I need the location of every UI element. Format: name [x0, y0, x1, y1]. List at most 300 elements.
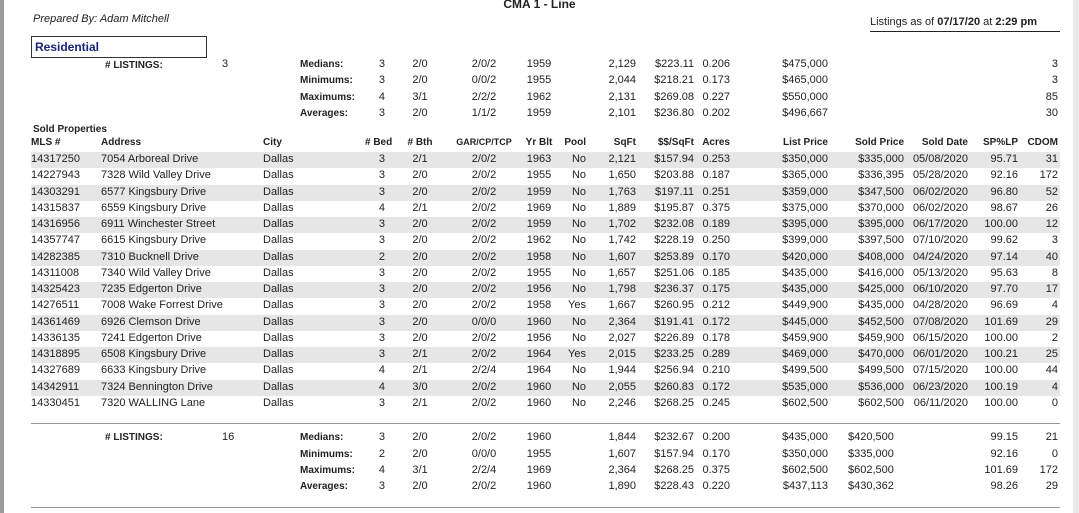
mls-cell: 14357747 — [31, 234, 80, 247]
bottom-summary-label: Maximums: — [300, 465, 356, 476]
yr-cell: 1956 — [526, 283, 552, 295]
mls-cell: 14325423 — [31, 283, 80, 295]
address-cell: 7054 Arboreal Drive — [101, 153, 199, 165]
bottom-summary-sqft: 2,364 — [608, 464, 636, 476]
bth-cell: 2/0 — [412, 283, 428, 295]
pool-cell: Yes — [568, 348, 586, 360]
list-cell: $420,000 — [782, 250, 828, 263]
cdom-cell: 2 — [1051, 331, 1058, 344]
top-summary-bth: 2/0 — [412, 74, 428, 86]
address-cell: 7008 Wake Forrest Drive — [101, 299, 223, 312]
acres-cell: 0.187 — [702, 169, 730, 182]
header-list: List Price — [782, 137, 828, 148]
sdate-cell: 07/15/2020 — [912, 364, 968, 377]
bottom-summary-cdom: 172 — [1039, 464, 1058, 476]
sold-cell: $602,500 — [858, 396, 904, 409]
sqft-cell: 2,364 — [608, 315, 636, 328]
bth-cell: 2/1 — [412, 201, 428, 214]
top-summary-yr: 1955 — [526, 74, 552, 86]
sqft-cell: 1,702 — [608, 218, 636, 230]
bottom-summary-gar: 2/0/2 — [471, 480, 497, 492]
bottom-summary-sold: $420,500 — [848, 431, 894, 443]
sqft-cell: 1,798 — [608, 283, 636, 295]
top-summary-cdom: 3 — [1051, 74, 1058, 86]
splp-cell: 95.63 — [990, 266, 1018, 279]
bottom-summary-splp: 98.26 — [990, 480, 1018, 492]
header-splp: SP%LP — [982, 137, 1018, 148]
bottom-summary-yr: 1960 — [526, 431, 552, 443]
splp-cell: 100.00 — [984, 396, 1018, 409]
splp-cell: 97.70 — [990, 283, 1018, 295]
sqft-cell: 1,889 — [608, 201, 636, 214]
header-city: City — [263, 137, 282, 148]
sdate-cell: 06/15/2020 — [912, 331, 968, 344]
header-sold: Sold Price — [855, 137, 904, 148]
bottom-summary-bed: 4 — [378, 464, 385, 476]
sold-cell: $536,000 — [858, 380, 904, 393]
cdom-cell: 25 — [1045, 348, 1058, 360]
bottom-summary-sold: $430,362 — [848, 480, 894, 492]
sdate-cell: 05/08/2020 — [912, 153, 968, 165]
yr-cell: 1955 — [526, 266, 552, 279]
mls-cell: 14227943 — [31, 169, 80, 182]
pool-cell: No — [571, 396, 586, 409]
cdom-cell: 4 — [1051, 299, 1058, 312]
prepared-by: Prepared By: Adam Mitchell — [33, 13, 169, 25]
sdate-cell: 07/10/2020 — [912, 234, 968, 247]
yr-cell: 1959 — [526, 218, 552, 230]
bottom-summary-sqft: 1,607 — [608, 448, 636, 460]
top-summary-sqft: 2,131 — [608, 91, 636, 103]
top-summary-bed: 3 — [378, 58, 385, 70]
bottom-summary-sold: $602,500 — [848, 464, 894, 476]
ppsf-cell: $226.89 — [654, 331, 694, 344]
city-cell: Dallas — [263, 380, 294, 393]
mls-cell: 14276511 — [31, 299, 80, 312]
listings-as-of-time: 2:29 pm — [995, 16, 1037, 28]
acres-cell: 0.250 — [702, 234, 730, 247]
acres-cell: 0.189 — [702, 218, 730, 230]
top-listings-count: 3 — [222, 58, 229, 70]
yr-cell: 1958 — [526, 250, 552, 263]
bottom-summary-acres: 0.170 — [702, 448, 730, 460]
acres-cell: 0.251 — [702, 185, 730, 198]
list-cell: $535,000 — [782, 380, 828, 393]
top-summary-acres: 0.206 — [702, 58, 730, 70]
bottom-summary-list: $350,000 — [782, 448, 828, 460]
bottom-summary-sqft: 1,890 — [608, 480, 636, 492]
bottom-summary-ppsf: $268.25 — [654, 464, 694, 476]
bth-cell: 2/0 — [412, 185, 428, 198]
top-summary-list: $550,000 — [782, 91, 828, 103]
city-cell: Dallas — [263, 299, 294, 312]
bottom-summary-label: Medians: — [300, 432, 344, 443]
sdate-cell: 06/01/2020 — [912, 348, 968, 360]
yr-cell: 1959 — [526, 185, 552, 198]
bottom-summary-bed: 2 — [378, 448, 385, 460]
bottom-summary-ppsf: $157.94 — [654, 448, 694, 460]
mls-cell: 14318895 — [31, 348, 80, 360]
city-cell: Dallas — [263, 153, 294, 165]
header-cdom: CDOM — [1027, 137, 1058, 148]
ppsf-cell: $251.06 — [654, 266, 694, 279]
cdom-cell: 26 — [1045, 201, 1058, 214]
sqft-cell: 1,607 — [608, 250, 636, 263]
city-cell: Dallas — [263, 250, 294, 263]
bottom-summary-cdom: 0 — [1051, 448, 1058, 460]
gar-cell: 2/0/2 — [471, 169, 497, 182]
mls-cell: 14342911 — [31, 380, 80, 393]
acres-cell: 0.253 — [702, 153, 730, 165]
header-bth: # Bth — [407, 137, 433, 148]
acres-cell: 0.210 — [702, 364, 730, 377]
sold-cell: $395,000 — [858, 218, 904, 230]
gar-cell: 2/0/2 — [471, 266, 497, 279]
address-cell: 6577 Kingsbury Drive — [101, 185, 207, 198]
pool-cell: No — [571, 315, 586, 328]
gar-cell: 2/0/2 — [471, 396, 497, 409]
bottom-summary-list: $435,000 — [782, 431, 828, 443]
yr-cell: 1962 — [526, 234, 552, 247]
mls-cell: 14361469 — [31, 315, 80, 328]
acres-cell: 0.245 — [702, 396, 730, 409]
bottom-summary-bth: 3/1 — [412, 464, 428, 476]
address-cell: 7340 Wild Valley Drive — [101, 266, 211, 279]
bed-cell: 3 — [378, 185, 385, 198]
top-summary-label: Averages: — [300, 108, 348, 119]
bottom-summary-cdom: 21 — [1045, 431, 1058, 443]
cdom-cell: 12 — [1045, 218, 1058, 230]
cdom-cell: 172 — [1039, 169, 1058, 182]
sold-cell: $435,000 — [858, 299, 904, 312]
bottom-summary-sold: $335,000 — [848, 448, 894, 460]
section-title: Sold Properties — [33, 124, 107, 135]
top-summary-sqft: 2,101 — [608, 107, 636, 119]
bth-cell: 2/0 — [412, 331, 428, 344]
sdate-cell: 06/10/2020 — [912, 283, 968, 295]
ppsf-cell: $233.25 — [654, 348, 694, 360]
top-summary-list: $475,000 — [782, 58, 828, 70]
sold-cell: $470,000 — [858, 348, 904, 360]
yr-cell: 1958 — [526, 299, 552, 312]
bed-cell: 3 — [378, 234, 385, 247]
pool-cell: No — [571, 380, 586, 393]
sold-cell: $347,500 — [858, 185, 904, 198]
acres-cell: 0.289 — [702, 348, 730, 360]
list-cell: $375,000 — [782, 201, 828, 214]
yr-cell: 1963 — [526, 153, 552, 165]
summary-separator — [31, 423, 1060, 424]
bottom-summary-acres: 0.220 — [702, 480, 730, 492]
header-address: Address — [101, 137, 142, 148]
bed-cell: 4 — [378, 380, 385, 393]
list-cell: $602,500 — [782, 396, 828, 409]
bottom-listings-count: 16 — [222, 431, 235, 443]
bed-cell: 3 — [378, 331, 385, 344]
header-ppsf: $$/SqFt — [657, 137, 694, 148]
ppsf-cell: $195.87 — [654, 201, 694, 214]
city-cell: Dallas — [263, 266, 294, 279]
bottom-summary-list: $437,113 — [782, 480, 828, 492]
bottom-summary-label: Minimums: — [300, 449, 353, 460]
bottom-summary-yr: 1960 — [526, 480, 552, 492]
ppsf-cell: $260.83 — [654, 380, 694, 393]
top-summary-gar: 2/0/2 — [471, 58, 497, 70]
splp-cell: 96.80 — [990, 185, 1018, 198]
list-cell: $359,000 — [782, 185, 828, 198]
gar-cell: 2/0/2 — [471, 348, 497, 360]
list-cell: $449,900 — [782, 299, 828, 312]
pool-cell: No — [571, 218, 586, 230]
bth-cell: 2/0 — [412, 250, 428, 263]
splp-cell: 101.69 — [984, 315, 1018, 328]
bth-cell: 2/0 — [412, 234, 428, 247]
sold-cell: $336,395 — [858, 169, 904, 182]
bed-cell: 3 — [378, 283, 385, 295]
pool-cell: No — [571, 185, 586, 198]
bth-cell: 3/0 — [412, 380, 428, 393]
gar-cell: 2/2/4 — [471, 364, 497, 377]
header-rule — [870, 31, 1060, 32]
top-summary-label: Maximums: — [300, 92, 356, 103]
mls-cell: 14282385 — [31, 250, 80, 263]
cdom-cell: 3 — [1051, 234, 1058, 247]
bth-cell: 2/0 — [412, 315, 428, 328]
window-left-edge — [0, 0, 4, 513]
sqft-cell: 2,246 — [608, 396, 636, 409]
bottom-summary-acres: 0.200 — [702, 431, 730, 443]
vertical-scrollbar[interactable] — [1073, 0, 1079, 513]
top-summary-ppsf: $223.11 — [655, 58, 694, 70]
top-summary-ppsf: $218.21 — [654, 74, 694, 86]
bed-cell: 3 — [378, 266, 385, 279]
bth-cell: 2/0 — [412, 218, 428, 230]
top-listings-label: # LISTINGS: — [105, 60, 163, 71]
gar-cell: 2/0/2 — [471, 331, 497, 344]
mls-cell: 14303291 — [31, 185, 80, 198]
bth-cell: 2/1 — [412, 153, 428, 165]
sqft-cell: 2,015 — [608, 348, 636, 360]
acres-cell: 0.212 — [702, 299, 730, 312]
list-cell: $399,000 — [782, 234, 828, 247]
yr-cell: 1964 — [526, 348, 552, 360]
top-summary-bed: 3 — [378, 74, 385, 86]
address-cell: 7241 Edgerton Drive — [101, 331, 202, 344]
sdate-cell: 04/24/2020 — [912, 250, 968, 263]
city-cell: Dallas — [263, 348, 294, 360]
gar-cell: 2/0/2 — [471, 201, 497, 214]
splp-cell: 100.21 — [984, 348, 1018, 360]
bottom-summary-ppsf: $228.43 — [654, 480, 694, 492]
city-cell: Dallas — [263, 234, 294, 247]
ppsf-cell: $268.25 — [654, 396, 694, 409]
list-cell: $350,000 — [782, 153, 828, 165]
cdom-cell: 31 — [1045, 153, 1058, 165]
gar-cell: 2/0/2 — [471, 185, 497, 198]
mls-cell: 14327689 — [31, 364, 80, 377]
bed-cell: 3 — [378, 299, 385, 312]
cdom-cell: 17 — [1045, 283, 1058, 295]
top-summary-cdom: 85 — [1045, 91, 1058, 103]
ppsf-cell: $256.94 — [654, 364, 694, 377]
pool-cell: No — [571, 169, 586, 182]
address-cell: 7310 Bucknell Drive — [101, 250, 199, 263]
top-summary-acres: 0.227 — [702, 91, 730, 103]
top-summary-acres: 0.173 — [702, 74, 730, 86]
top-summary-cdom: 3 — [1051, 58, 1058, 70]
header-sqft: SqFt — [613, 137, 636, 148]
bottom-summary-bed: 3 — [378, 431, 385, 443]
sdate-cell: 06/23/2020 — [912, 380, 968, 393]
bottom-summary-bth: 2/0 — [412, 480, 428, 492]
bth-cell: 2/1 — [412, 396, 428, 409]
city-cell: Dallas — [263, 185, 294, 198]
cdom-cell: 52 — [1045, 185, 1058, 198]
mls-cell: 14316956 — [31, 218, 80, 230]
pool-cell: No — [571, 153, 586, 165]
address-cell: 6633 Kingsbury Drive — [101, 364, 207, 377]
sold-cell: $425,000 — [858, 283, 904, 295]
address-cell: 6615 Kingsbury Drive — [101, 234, 207, 247]
bottom-summary-yr: 1955 — [526, 448, 552, 460]
acres-cell: 0.175 — [702, 283, 730, 295]
yr-cell: 1956 — [526, 331, 552, 344]
bottom-rule — [31, 507, 1060, 508]
list-cell: $435,000 — [782, 266, 828, 279]
gar-cell: 2/0/2 — [471, 380, 497, 393]
list-cell: $499,500 — [782, 364, 828, 377]
top-summary-list: $496,667 — [782, 107, 828, 119]
acres-cell: 0.172 — [702, 380, 730, 393]
top-summary-gar: 0/0/2 — [471, 74, 497, 86]
splp-cell: 92.16 — [990, 169, 1018, 182]
header-yr: Yr Blt — [525, 137, 553, 148]
category-box — [31, 36, 207, 58]
sold-cell: $459,900 — [858, 331, 904, 344]
listings-as-of-date: 07/17/20 — [937, 16, 981, 28]
pool-cell: Yes — [568, 299, 586, 312]
top-summary-label: Minimums: — [300, 75, 353, 86]
pool-cell: No — [571, 234, 586, 247]
bottom-summary-acres: 0.375 — [702, 464, 730, 476]
cdom-cell: 40 — [1045, 250, 1058, 263]
gar-cell: 2/0/2 — [471, 299, 497, 312]
ppsf-cell: $191.41 — [654, 315, 694, 328]
sqft-cell: 1,657 — [608, 266, 636, 279]
list-cell: $395,000 — [782, 218, 828, 230]
yr-cell: 1960 — [526, 315, 552, 328]
sqft-cell: 1,667 — [608, 299, 636, 312]
address-cell: 6508 Kingsbury Drive — [101, 348, 207, 360]
category-label: Residential — [35, 40, 100, 54]
bed-cell: 3 — [378, 153, 385, 165]
splp-cell: 96.69 — [990, 299, 1018, 312]
address-cell: 6559 Kingsbury Drive — [101, 201, 207, 214]
bth-cell: 2/0 — [412, 299, 428, 312]
bottom-summary-gar: 0/0/0 — [471, 448, 497, 460]
bed-cell: 4 — [378, 364, 385, 377]
sdate-cell: 06/17/2020 — [912, 218, 968, 230]
city-cell: Dallas — [263, 315, 294, 328]
sold-cell: $416,000 — [858, 266, 904, 279]
bth-cell: 2/1 — [412, 364, 428, 377]
sold-cell: $335,000 — [858, 153, 904, 165]
cdom-cell: 0 — [1051, 396, 1058, 409]
mls-cell: 14311008 — [31, 266, 80, 279]
listings-as-of-at: at — [983, 16, 993, 28]
sdate-cell: 05/13/2020 — [912, 266, 968, 279]
sqft-cell: 2,121 — [608, 153, 636, 165]
mls-cell: 14317250 — [31, 153, 80, 165]
cdom-cell: 8 — [1051, 266, 1058, 279]
top-summary-ppsf: $236.80 — [654, 107, 694, 119]
bottom-summary-splp: 92.16 — [990, 448, 1018, 460]
ppsf-cell: $236.37 — [654, 283, 694, 295]
mls-cell: 14315837 — [31, 201, 80, 214]
top-summary-yr: 1959 — [526, 58, 552, 70]
list-cell: $445,000 — [782, 315, 828, 328]
bed-cell: 3 — [378, 169, 385, 182]
listings-as-of-label: Listings as of — [870, 16, 935, 28]
mls-cell: 14330451 — [31, 396, 80, 409]
sqft-cell: 2,055 — [608, 380, 636, 393]
ppsf-cell: $203.88 — [654, 169, 694, 182]
header-pool: Pool — [564, 137, 586, 148]
splp-cell: 100.19 — [984, 380, 1018, 393]
bed-cell: 2 — [378, 250, 385, 263]
sold-cell: $408,000 — [858, 250, 904, 263]
top-summary-bed: 4 — [378, 91, 385, 103]
list-cell: $469,000 — [782, 348, 828, 360]
city-cell: Dallas — [263, 283, 294, 295]
yr-cell: 1960 — [526, 396, 552, 409]
sdate-cell: 05/28/2020 — [912, 169, 968, 182]
mls-cell: 14336135 — [31, 331, 80, 344]
bottom-summary-yr: 1969 — [526, 464, 552, 476]
acres-cell: 0.170 — [702, 250, 730, 263]
bottom-summary-cdom: 29 — [1045, 480, 1058, 492]
header-bed: # Bed — [365, 137, 393, 148]
sqft-cell: 2,027 — [608, 331, 636, 344]
acres-cell: 0.185 — [702, 266, 730, 279]
pool-cell: No — [571, 266, 586, 279]
yr-cell: 1964 — [526, 364, 552, 377]
top-summary-gar: 1/1/2 — [471, 107, 497, 119]
sold-cell: $499,500 — [858, 364, 904, 377]
splp-cell: 100.00 — [984, 331, 1018, 344]
bth-cell: 2/0 — [412, 266, 428, 279]
bottom-summary-ppsf: $232.67 — [654, 431, 694, 443]
header-acres: Acres — [702, 137, 730, 148]
sdate-cell: 04/28/2020 — [912, 299, 968, 312]
pool-cell: No — [571, 331, 586, 344]
city-cell: Dallas — [263, 201, 294, 214]
header-sdate: Sold Date — [921, 137, 968, 148]
top-summary-yr: 1959 — [526, 107, 552, 119]
list-cell: $459,900 — [782, 331, 828, 344]
bottom-summary-list: $602,500 — [782, 464, 828, 476]
ppsf-cell: $253.89 — [654, 250, 694, 263]
top-summary-acres: 0.202 — [702, 107, 730, 119]
city-cell: Dallas — [263, 396, 294, 409]
yr-cell: 1969 — [526, 201, 552, 214]
bottom-listings-label: # LISTINGS: — [105, 432, 163, 443]
address-cell: 6911 Winchester Street — [101, 218, 216, 230]
splp-cell: 100.00 — [984, 364, 1018, 377]
sold-cell: $452,500 — [858, 315, 904, 328]
bed-cell: 3 — [378, 396, 385, 409]
header-mls: MLS # — [31, 137, 61, 148]
